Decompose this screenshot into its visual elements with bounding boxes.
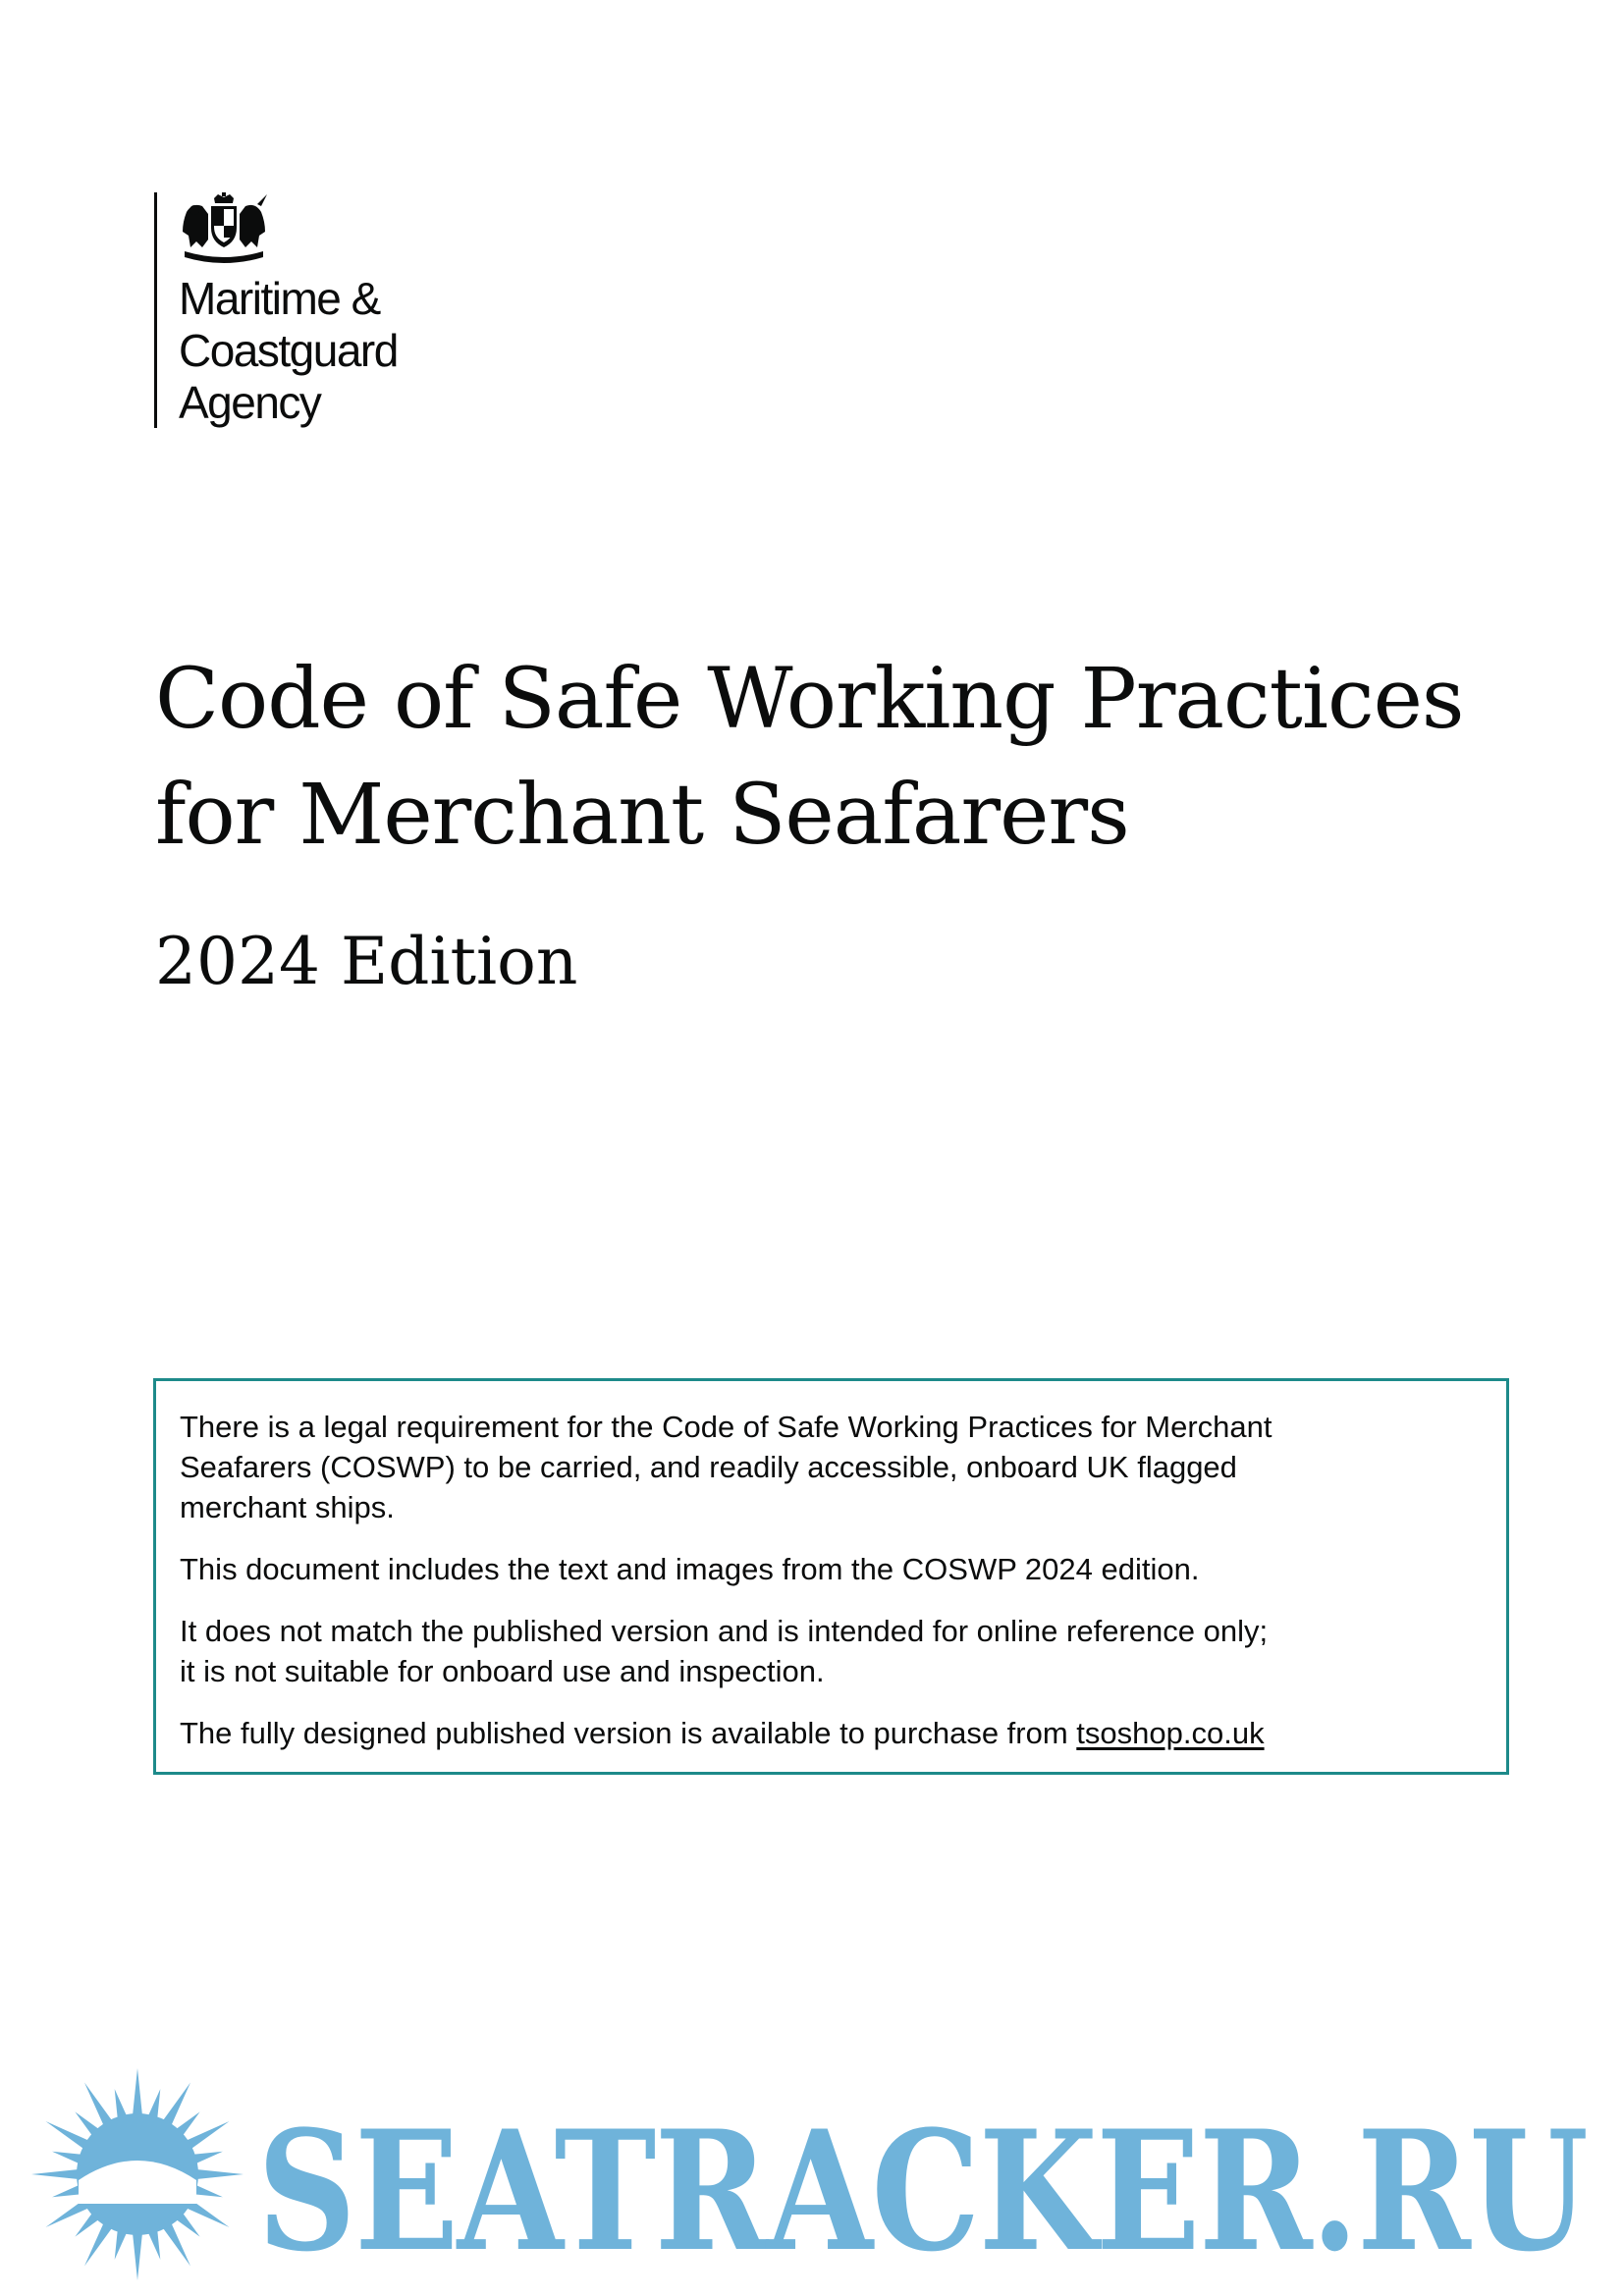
agency-name xyxy=(179,273,398,429)
notice-line: Seafarers (COSWP) to be carried, and readily accessible, onboard UK flagged xyxy=(180,1450,1237,1484)
document-title-line-2: for Merchant Seafarers xyxy=(155,767,1129,864)
notice-paragraph xyxy=(180,1549,1483,1589)
agency-name-line-2: Coastguard xyxy=(179,325,398,376)
sun-burst-icon xyxy=(29,2066,245,2282)
sun-ray xyxy=(133,2068,142,2117)
edition-label: 2024 Edition xyxy=(155,924,578,999)
document-title xyxy=(155,642,1464,874)
sun-ray xyxy=(133,2231,142,2280)
notice-line: merchant ships. xyxy=(180,1490,395,1524)
notice-line: This document includes the text and images from the COSWP 2024 edition. xyxy=(180,1552,1200,1586)
notice-line: it is not suitable for onboard use and inspection. xyxy=(180,1654,825,1688)
agency-name-line-3: Agency xyxy=(179,377,321,428)
watermark-text: SEATRACKER.RU xyxy=(257,2094,1588,2288)
notice-line: It does not match the published version and is intended for online reference only; xyxy=(180,1614,1269,1648)
notice-paragraph xyxy=(180,1611,1483,1691)
agency-logo xyxy=(154,192,398,428)
watermark xyxy=(0,2047,1624,2296)
agency-name-line-1: Maritime & xyxy=(179,273,380,324)
notice-paragraph xyxy=(180,1713,1483,1753)
sun-ray xyxy=(31,2169,81,2179)
notice-paragraph xyxy=(180,1407,1483,1527)
purchase-text: The fully designed published version is available to purchase from xyxy=(180,1716,1077,1750)
legal-notice-box xyxy=(153,1378,1509,1775)
sun-ray xyxy=(194,2169,244,2179)
tsoshop-link[interactable]: tsoshop.co.uk xyxy=(1076,1716,1265,1750)
royal-coat-of-arms-icon xyxy=(179,192,269,263)
notice-line: There is a legal requirement for the Code of Safe Working Practices for Merchant xyxy=(180,1410,1272,1444)
document-title-line-1: Code of Safe Working Practices xyxy=(155,651,1464,748)
